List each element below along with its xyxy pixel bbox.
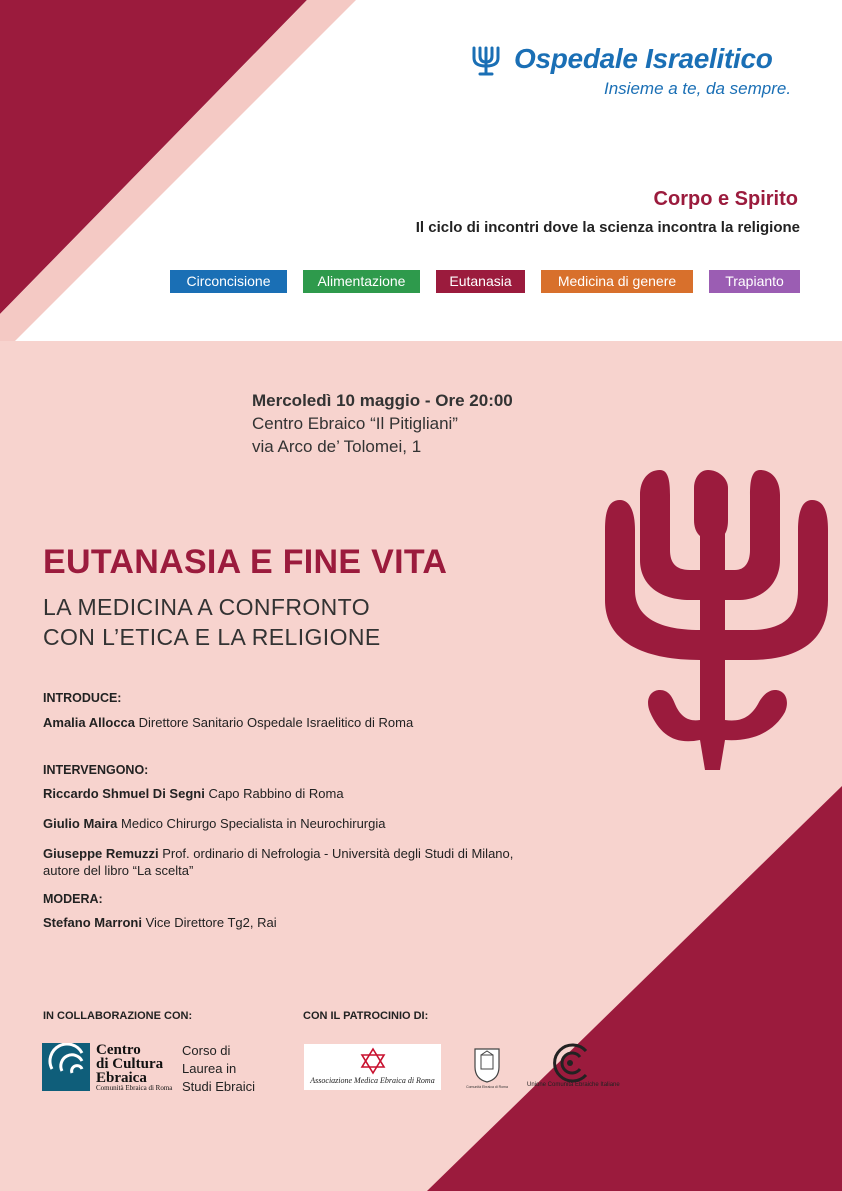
ucei-caption: Unione Comunità Ebraiche Italiane (527, 1082, 620, 1088)
event-date: Mercoledì 10 maggio - Ore 20:00 (252, 391, 513, 410)
degree-course (182, 1042, 255, 1096)
sub-title (43, 592, 381, 652)
course-line: Corso di (182, 1043, 231, 1058)
speakers-heading: INTERVENGONO: (43, 763, 149, 777)
patronage-heading: CON IL PATROCINIO DI: (303, 1010, 429, 1022)
seal-caption: Comunità Ebraica di Roma (466, 1085, 508, 1089)
speaker-row (43, 786, 603, 801)
moderator-heading: MODERA: (43, 892, 103, 906)
speaker-role-continued: autore del libro “La scelta” (43, 863, 194, 878)
speaker-role: Capo Rabbino di Roma (208, 786, 344, 801)
ame-caption: Associazione Medica Ebraica di Roma (310, 1076, 435, 1085)
sub-title-line-2: CON L’ETICA E LA RELIGIONE (43, 624, 381, 650)
tag-trapianto: Trapianto (709, 270, 800, 293)
introduce-heading: INTRODUCE: (43, 691, 122, 705)
speaker-role: Prof. ordinario di Nefrologia - Università degli Studi di Milano, (162, 846, 514, 861)
speaker-name: Giulio Maira (43, 816, 118, 831)
ame-logo (304, 1044, 441, 1090)
course-line: Laurea in (182, 1061, 237, 1076)
hospital-name: Ospedale Israelitico (514, 43, 773, 74)
introducer (43, 715, 603, 730)
series-subtitle: Il ciclo di incontri dove la scienza incontra la religione (415, 219, 800, 236)
program (43, 691, 603, 930)
tag-eutanasia: Eutanasia (436, 270, 525, 293)
cce-line-1: Centro (96, 1042, 141, 1058)
tag-medicina-di-genere: Medicina di genere (541, 270, 693, 293)
cce-emblem-icon (42, 1043, 90, 1091)
series-title: Corpo e Spirito (653, 188, 798, 210)
introducer-role: Direttore Sanitario Ospedale Israelitico di Roma (138, 715, 414, 730)
tag-circoncisione: Circoncisione (170, 270, 287, 293)
sub-title-line-1: LA MEDICINA A CONFRONTO (43, 594, 371, 620)
main-title: EUTANASIA E FINE VITA (43, 543, 448, 581)
event-address: via Arco de’ Tolomei, 1 (252, 437, 422, 456)
speaker-name: Giuseppe Remuzzi (43, 846, 159, 861)
speaker-role: Medico Chirurgo Specialista in Neurochirurgia (121, 816, 386, 831)
speaker-row (43, 846, 603, 861)
cce-line-3: Ebraica (96, 1070, 147, 1086)
menorah-logo-icon (468, 42, 504, 78)
hospital-tagline: Insieme a te, da sempre. (604, 79, 792, 98)
moderator (43, 915, 603, 930)
moderator-name: Stefano Marroni (43, 915, 142, 930)
speaker-name: Riccardo Shmuel Di Segni (43, 786, 205, 801)
ucei-logo-icon (548, 1043, 592, 1083)
event-venue: Centro Ebraico “Il Pitigliani” (252, 414, 458, 433)
cce-line-2: di Cultura (96, 1056, 164, 1072)
moderator-role: Vice Direttore Tg2, Rai (145, 915, 277, 930)
collaboration-heading: IN COLLABORAZIONE CON: (43, 1010, 193, 1022)
course-line: Studi Ebraici (182, 1079, 255, 1094)
speaker-row (43, 816, 603, 831)
cce-logo (42, 1042, 173, 1092)
event-info (252, 389, 513, 458)
cce-line-4: Comunità Ebraica di Roma (96, 1084, 173, 1092)
star-of-david-icon (360, 1047, 386, 1075)
introducer-name: Amalia Allocca (43, 715, 136, 730)
jewish-community-seal-icon (472, 1045, 502, 1083)
tag-alimentazione: Alimentazione (303, 270, 420, 293)
